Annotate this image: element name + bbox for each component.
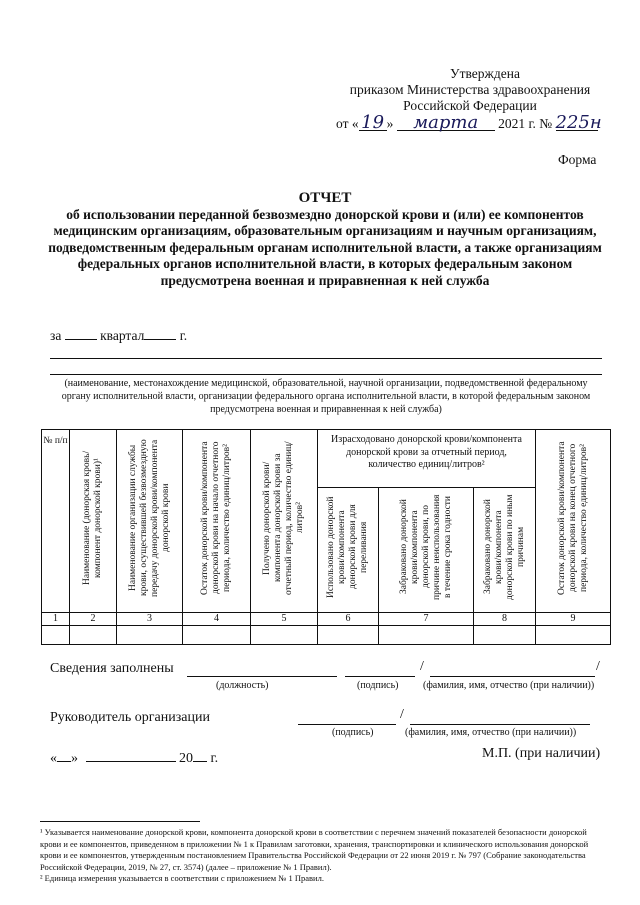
col-num: 9 xyxy=(536,613,611,626)
th-end-text: Остаток донорской крови/компонента донорской крови на конец отчетного периода, количество единиц/литров² xyxy=(556,441,589,595)
table-cell[interactable] xyxy=(117,626,183,645)
report-title xyxy=(40,190,610,289)
th-start-text: Остаток донорской крови/компонента донорской крови на начало отчетного периода, количество единиц/литров² xyxy=(200,441,232,595)
sig1-fio-line[interactable] xyxy=(430,676,595,677)
th-used-text: Использовано донорской крови/компонента донорской крови для переливания xyxy=(326,496,369,598)
title-heading: ОТЧЕТ xyxy=(298,190,352,206)
sig2-signature-caption: (подпись) xyxy=(332,727,374,738)
column-number-row xyxy=(42,613,611,626)
date-g: г. xyxy=(210,751,219,766)
th-other-text: Забраковано донорской крови/компонента донорской крови по иным причинам xyxy=(482,494,526,600)
th-expired xyxy=(379,487,474,612)
sig2-fio-caption: (фамилия, имя, отчество (при наличии)) xyxy=(405,727,577,738)
footnote-1: ¹ Указывается наименование донорской крови, компонента донорской крови в соответствии с перечнем значений показателей безопасности донорской крови и ее компонентов, приведенном в приложении № 1 к Правилам заготовки, хранения, транспортировки и клинического использования донорской крови и ее компонентов, утвержденным постановлением Правительства Российской Федерации от 22 июня 2019 г. № 797 (Собрание законодательства Российской Федерации, 2019, № 27, ст. 3574) (далее – приложение № 1 Правил). xyxy=(40,827,589,872)
footnotes xyxy=(40,827,600,885)
period-blank[interactable] xyxy=(65,327,97,340)
sig1-position-line[interactable] xyxy=(187,676,337,677)
approval-from: от « xyxy=(336,116,359,131)
table-cell[interactable] xyxy=(474,626,536,645)
date-day-blank[interactable] xyxy=(57,749,71,762)
sig2-signature-line[interactable] xyxy=(298,724,396,725)
th-spent-text: Израсходовано донорской крови/компонента донорской крови за отчетный период, количество единиц/литров² xyxy=(331,434,522,470)
th-num xyxy=(42,430,70,613)
sig2-label: Руководитель организации xyxy=(50,710,210,725)
date-close: » xyxy=(71,751,78,766)
period-kvartal: квартал xyxy=(100,328,145,343)
sig1-signature-line[interactable] xyxy=(345,676,415,677)
form-label: Форма xyxy=(558,152,597,167)
th-start xyxy=(183,430,251,613)
th-service-text: Наименование организации службы крови, осуществившей безвозмездную передачу донорской крови/компонента донорской крови xyxy=(127,439,171,597)
approval-month: марта xyxy=(397,116,495,131)
th-num-text: № п/п xyxy=(43,436,68,446)
org-caption: (наименование, местонахождение медицинской, образовательной, научной организации, подведомственной федеральному органу исполнительной власти, организации федерального органа исполнительной власти, в которой федеральным законом предусмотрена военная и приравненная к ней служба) xyxy=(61,378,591,415)
period-za: за xyxy=(50,328,62,343)
footnote-2: ² Единица измерения указывается в соответствии с приложением № 1 Правил. xyxy=(40,873,324,883)
date-month-blank[interactable] xyxy=(86,749,176,762)
date-line xyxy=(50,749,218,767)
th-end xyxy=(536,430,611,613)
report-table xyxy=(41,429,611,645)
th-received-text: Получено донорской крови/компонента донорской крови за отчетный период, количество единиц/литров² xyxy=(262,441,305,595)
org-line-1[interactable] xyxy=(50,358,602,359)
sig2-slash: / xyxy=(400,707,404,722)
col-num: 3 xyxy=(117,613,183,626)
th-name-text: Наименование (донорская кровь/компонент донорской крови)¹ xyxy=(82,450,103,586)
sig2-fio-line[interactable] xyxy=(410,724,590,725)
col-num: 4 xyxy=(183,613,251,626)
table-cell[interactable] xyxy=(318,626,379,645)
date-year-blank[interactable] xyxy=(193,749,207,762)
th-expired-text: Забраковано донорской крови/компонента донорской крови, по причине неиспользования в течение срока годности xyxy=(398,494,453,600)
org-line-2[interactable] xyxy=(50,374,602,375)
table-row xyxy=(42,626,611,645)
approval-date-line xyxy=(330,112,610,133)
sig1-slash: / xyxy=(420,659,424,674)
period-g: г. xyxy=(179,328,188,343)
col-num: 6 xyxy=(318,613,379,626)
approval-year: 2021 г. № xyxy=(498,116,553,131)
table-cell[interactable] xyxy=(70,626,117,645)
approval-day: 19 xyxy=(359,116,387,131)
sig1-position-caption: (должность) xyxy=(216,680,269,691)
approval-line3: Российской Федерации xyxy=(403,98,537,113)
table-cell[interactable] xyxy=(536,626,611,645)
table-cell[interactable] xyxy=(379,626,474,645)
th-spent-group xyxy=(318,430,536,488)
footnote-divider xyxy=(40,821,200,822)
sig1-signature-caption: (подпись) xyxy=(357,680,399,691)
approval-block xyxy=(330,66,610,132)
sig1-label: Сведения заполнены xyxy=(50,661,174,676)
title-body: об использовании переданной безвозмездно донорской крови и (или) ее компонентов медицинским организациям, образовательным организациям и научным организациям, подведомственным федеральным органам исполнительной власти, а также организациям федеральных органов исполнительной власти, в которых федеральным законом предусмотрена военная и приравненная к ней служба xyxy=(48,206,602,288)
approval-quote: » xyxy=(386,116,394,131)
year-blank[interactable] xyxy=(144,327,176,340)
stamp-label: М.П. (при наличии) xyxy=(482,746,601,761)
th-service xyxy=(117,430,183,613)
approval-number: 225н xyxy=(555,112,602,133)
date-year: 20 xyxy=(179,751,193,766)
col-num: 8 xyxy=(474,613,536,626)
col-num: 2 xyxy=(70,613,117,626)
approval-line1: Утверждена xyxy=(450,66,520,81)
table-cell[interactable] xyxy=(183,626,251,645)
th-used xyxy=(318,487,379,612)
table-cell[interactable] xyxy=(251,626,318,645)
approval-line2: приказом Министерства здравоохранения xyxy=(349,82,591,97)
sig1-slash-end: / xyxy=(596,659,600,674)
period-line xyxy=(50,327,187,344)
th-name xyxy=(70,430,117,613)
col-num: 7 xyxy=(379,613,474,626)
th-received xyxy=(251,430,318,613)
date-open: « xyxy=(50,751,57,766)
col-num: 5 xyxy=(251,613,318,626)
sig1-fio-caption: (фамилия, имя, отчество (при наличии)) xyxy=(423,680,595,691)
th-other xyxy=(474,487,536,612)
table-cell[interactable] xyxy=(42,626,70,645)
col-num: 1 xyxy=(42,613,70,626)
